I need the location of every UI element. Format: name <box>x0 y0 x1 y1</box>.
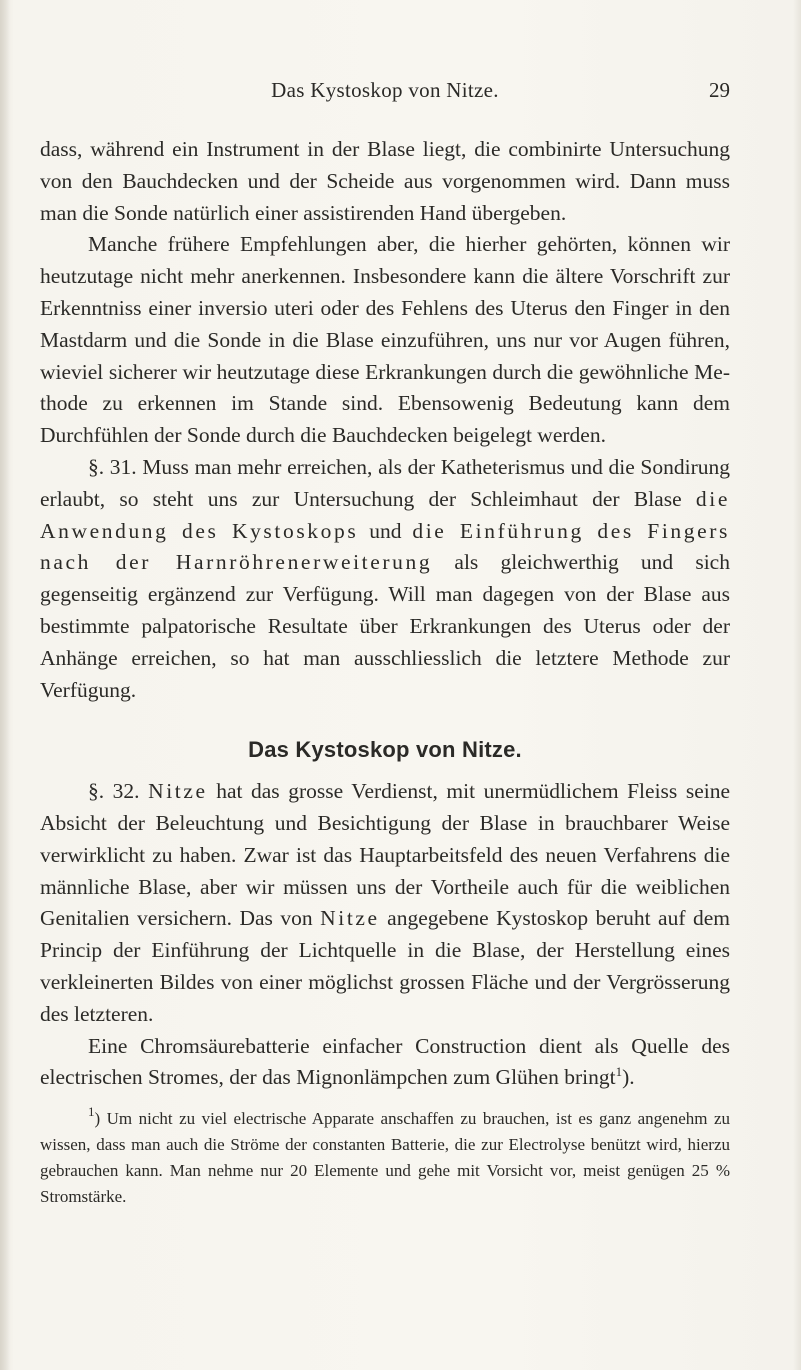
footnote-text: ) Um nicht zu viel electrische Apparate anschaffen zu brauchen, ist es ganz angenehm zu wissen, dass man auch die Ströme der constanten Batterie, die zur Electrolyse benützt wird, hierzu gebrauchen kann. Man nehme nur 20 Elemente und gehe mit Vorsicht vor, meist genügen 25 % Stromstärke. <box>40 1109 730 1207</box>
paragraph-3-and: und <box>358 518 413 543</box>
body-text <box>40 134 730 1210</box>
page-header <box>40 78 730 108</box>
paragraph-3 <box>40 452 730 706</box>
paragraph-4-rest: hat das grosse Verdienst, mit unermüdlichem Fleiss seine Absicht der Beleuchtung und Besichtigung der Blase in brauchbarer Weise verwirklicht zu haben. Zwar ist das Hauptarbeitsfeld des neuen Verfahrens die männliche Blase, aber wir müssen uns der Vortheile auch für die weiblichen Genitalien versichern. Das von <box>40 779 731 931</box>
paragraph-4-end: angegebene Kystoskop beruht auf dem Princip der Einführung der Lichtquelle in die Blase, der Herstellung eines verkleinerten Bildes von einer möglichst grossen Fläche und der Vergrösserung des letzteren. <box>40 906 730 1026</box>
page-number: 29 <box>709 78 730 102</box>
paragraph-3-start: §. 31. Muss man mehr erreichen, als der Katheterismus und die Sondirung erlaubt, so steht uns zur Untersuchung der Schleimhaut der Blase <box>40 454 730 511</box>
name-nitze: Nitze <box>148 779 208 804</box>
page-edge-shadow <box>793 0 801 1370</box>
section-heading: Das Kystoskop von Nitze. <box>248 737 522 763</box>
emphasis-kystoskop: die Anwendung des Kystoskops <box>40 486 730 543</box>
paragraph-5-end: ). <box>622 1065 635 1090</box>
name-nitze-2: Nitze <box>320 906 380 931</box>
footnote-mark: 1 <box>88 1104 95 1120</box>
paragraph-5-text: Eine Chromsäurebatterie einfacher Construction dient als Quelle des electrischen Stromes, der das Mignonlämpchen zum Glühen bringt <box>40 1033 730 1090</box>
paragraph-4 <box>40 776 730 1030</box>
paragraph-3-end: als gleichwerthig und sich gegenseitig ergänzend zur Verfügung. Will man dagegen von der Blase aus bestimmte palpatorische Resultate über Erkrankungen des Uterus oder der Anhänge erreichen, so hat man ausschliesslich die letztere Methode zur Verfügung. <box>40 550 730 702</box>
paragraph-2: Manche frühere Empfehlungen aber, die hierher gehörten, können wir heutzutage nicht mehr anerkennen. Insbesondere kann die ältere Vorschrift zur Erkenntniss einer inversio uteri oder des Fehlens des Uterus den Finger in den Mastdarm und die Sonde in die Blase einzuführen, uns nur vor Augen führen, wieviel sicherer wir heutzutage diese Erkrankungen durch die gewöhnliche Methode zu erkennen im Stande sind. Ebensowenig Bedeutung kann dem Durchfühlen der Sonde durch die Bauchdecken beigelegt werden. <box>40 232 730 448</box>
footnote <box>40 1106 730 1210</box>
page-gutter-shadow <box>0 0 10 1370</box>
paragraph-4-start: §. 32. <box>88 779 149 804</box>
running-title: Das Kystoskop von Nitze. <box>271 78 499 102</box>
paragraph-5 <box>40 1031 730 1095</box>
emphasis-finger-method: die Einführung des Fingers nach der Harnröhrenerweiterung <box>40 518 731 575</box>
footnote-reference: 1 <box>615 1064 623 1080</box>
paragraph-1: dass, während ein Instrument in der Blase liegt, die combinirte Untersuchung von den Bauchdecken und der Scheide aus vorgenommen wird. Dann muss man die Sonde natürlich einer assistirenden Hand übergeben. <box>40 137 730 225</box>
